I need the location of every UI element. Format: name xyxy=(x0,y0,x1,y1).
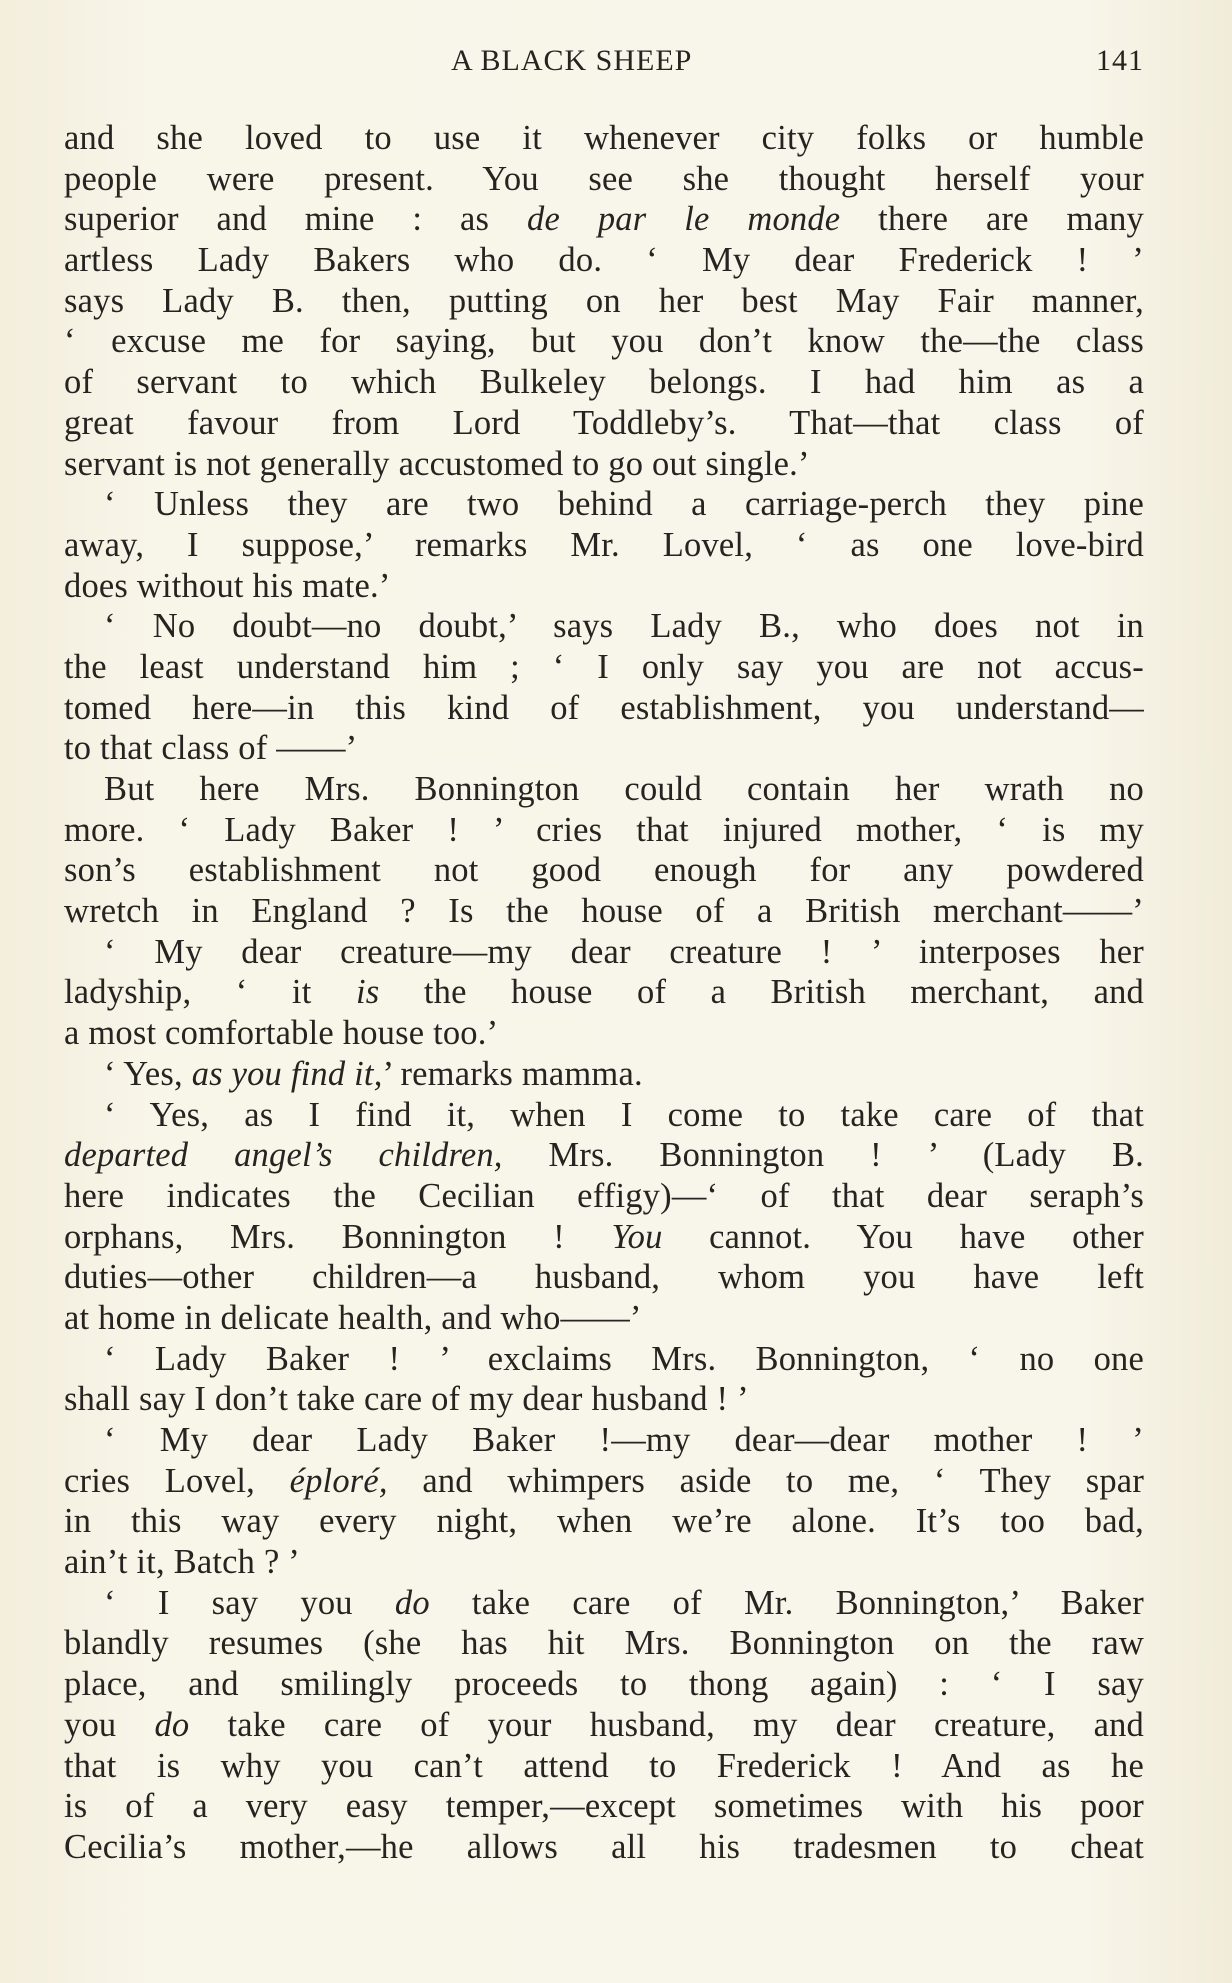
running-title: A BLACK SHEEP xyxy=(451,44,693,77)
text-line: is of a very easy temper,—except sometimes with his poor xyxy=(64,1787,1144,1826)
text-line: you do take care of your husband, my dear creature, and xyxy=(64,1705,1144,1744)
text-line: in this way every night, when we’re alone. It’s too bad, xyxy=(64,1502,1144,1541)
text-line: ‘ No doubt—no doubt,’ says Lady B., who does not in xyxy=(104,607,1144,646)
text-line: ladyship, ‘ it is the house of a British merchant, and xyxy=(64,973,1144,1012)
italic-phrase: do xyxy=(394,1583,430,1622)
text-line: But here Mrs. Bonnington could contain her wrath no xyxy=(104,770,1144,808)
text-line: duties—other children—a husband, whom you have left xyxy=(64,1258,1144,1297)
text-line: ‘ Yes, as you find it,’ remarks mamma. xyxy=(104,1054,643,1093)
text-line: at home in delicate health, and who——’ xyxy=(64,1298,642,1337)
text-line: of servant to which Bulkeley belongs. I had him as a xyxy=(64,363,1144,402)
text-line: great favour from Lord Toddleby’s. That—that class of xyxy=(64,403,1144,442)
text-line: does without his mate.’ xyxy=(64,566,391,605)
text-line: away, I suppose,’ remarks Mr. Lovel, ‘ as one love-bird xyxy=(64,525,1144,564)
text-line: says Lady B. then, putting on her best May Fair manner, xyxy=(64,281,1144,320)
text-line: a most comfortable house too.’ xyxy=(64,1014,499,1053)
text-line: ‘ Yes, as I find it, when I come to take care of that xyxy=(104,1095,1144,1134)
italic-phrase: éploré, xyxy=(289,1461,388,1500)
text-line: and she loved to use it whenever city folks or humble xyxy=(64,119,1144,157)
italic-phrase: departed angel’s children, xyxy=(64,1136,503,1175)
text-line: Cecilia’s mother,—he allows all his tradesmen to cheat xyxy=(64,1827,1144,1866)
text-line: tomed here—in this kind of establishment, you understand— xyxy=(64,688,1144,727)
italic-phrase: do xyxy=(154,1705,190,1744)
text-line: orphans, Mrs. Bonnington ! You cannot. You have other xyxy=(64,1217,1144,1256)
text-line: ‘ I say you do take care of Mr. Bonnington,’ Baker xyxy=(104,1583,1144,1622)
italic-phrase: de par le monde xyxy=(527,200,841,239)
text-line: ain’t it, Batch ? ’ xyxy=(64,1543,300,1582)
text-line: that is why you can’t attend to Frederick ! And as he xyxy=(64,1746,1144,1785)
running-head xyxy=(64,44,1144,84)
text-line: shall say I don’t take care of my dear husband ! ’ xyxy=(64,1380,749,1419)
text-line: more. ‘ Lady Baker ! ’ cries that injured mother, ‘ is my xyxy=(64,810,1144,849)
text-line: wretch in England ? Is the house of a British merchant——’ xyxy=(64,892,1144,931)
text-line: the least understand him ; ‘ I only say you are not accus- xyxy=(64,647,1144,686)
text-line: here indicates the Cecilian effigy)—‘ of that dear seraph’s xyxy=(64,1176,1144,1215)
italic-phrase: You xyxy=(611,1217,663,1256)
page-number: 141 xyxy=(1096,44,1144,77)
text-line: son’s establishment not good enough for any powdered xyxy=(64,851,1144,890)
text-line: ‘ Unless they are two behind a carriage-perch they pine xyxy=(104,485,1144,524)
text-line: ‘ My dear creature—my dear creature ! ’ interposes her xyxy=(104,932,1144,971)
text-line: people were present. You see she thought herself your xyxy=(64,159,1144,198)
text-line: ‘ Lady Baker ! ’ exclaims Mrs. Bonnington, ‘ no one xyxy=(104,1339,1144,1378)
text-line: ‘ excuse me for saying, but you don’t know the—the class xyxy=(64,322,1144,361)
body-text xyxy=(64,118,1144,1868)
text-line: to that class of ——’ xyxy=(64,729,358,768)
text-line: ‘ My dear Lady Baker !—my dear—dear mother ! ’ xyxy=(104,1421,1144,1459)
italic-phrase: as you find it, xyxy=(191,1054,383,1093)
italic-phrase: is xyxy=(355,973,380,1012)
text-line: servant is not generally accustomed to go out single.’ xyxy=(64,444,810,483)
text-line: cries Lovel, éploré, and whimpers aside to me, ‘ They spar xyxy=(64,1461,1145,1500)
text-line: place, and smilingly proceeds to thong again) : ‘ I say xyxy=(64,1665,1144,1704)
text-line: blandly resumes (she has hit Mrs. Bonnington on the raw xyxy=(64,1624,1144,1663)
text-line: departed angel’s children, Mrs. Bonnington ! ’ (Lady B. xyxy=(64,1136,1144,1175)
text-line: artless Lady Bakers who do. ‘ My dear Frederick ! ’ xyxy=(64,241,1144,280)
text-line: superior and mine : as de par le monde there are many xyxy=(64,200,1144,239)
